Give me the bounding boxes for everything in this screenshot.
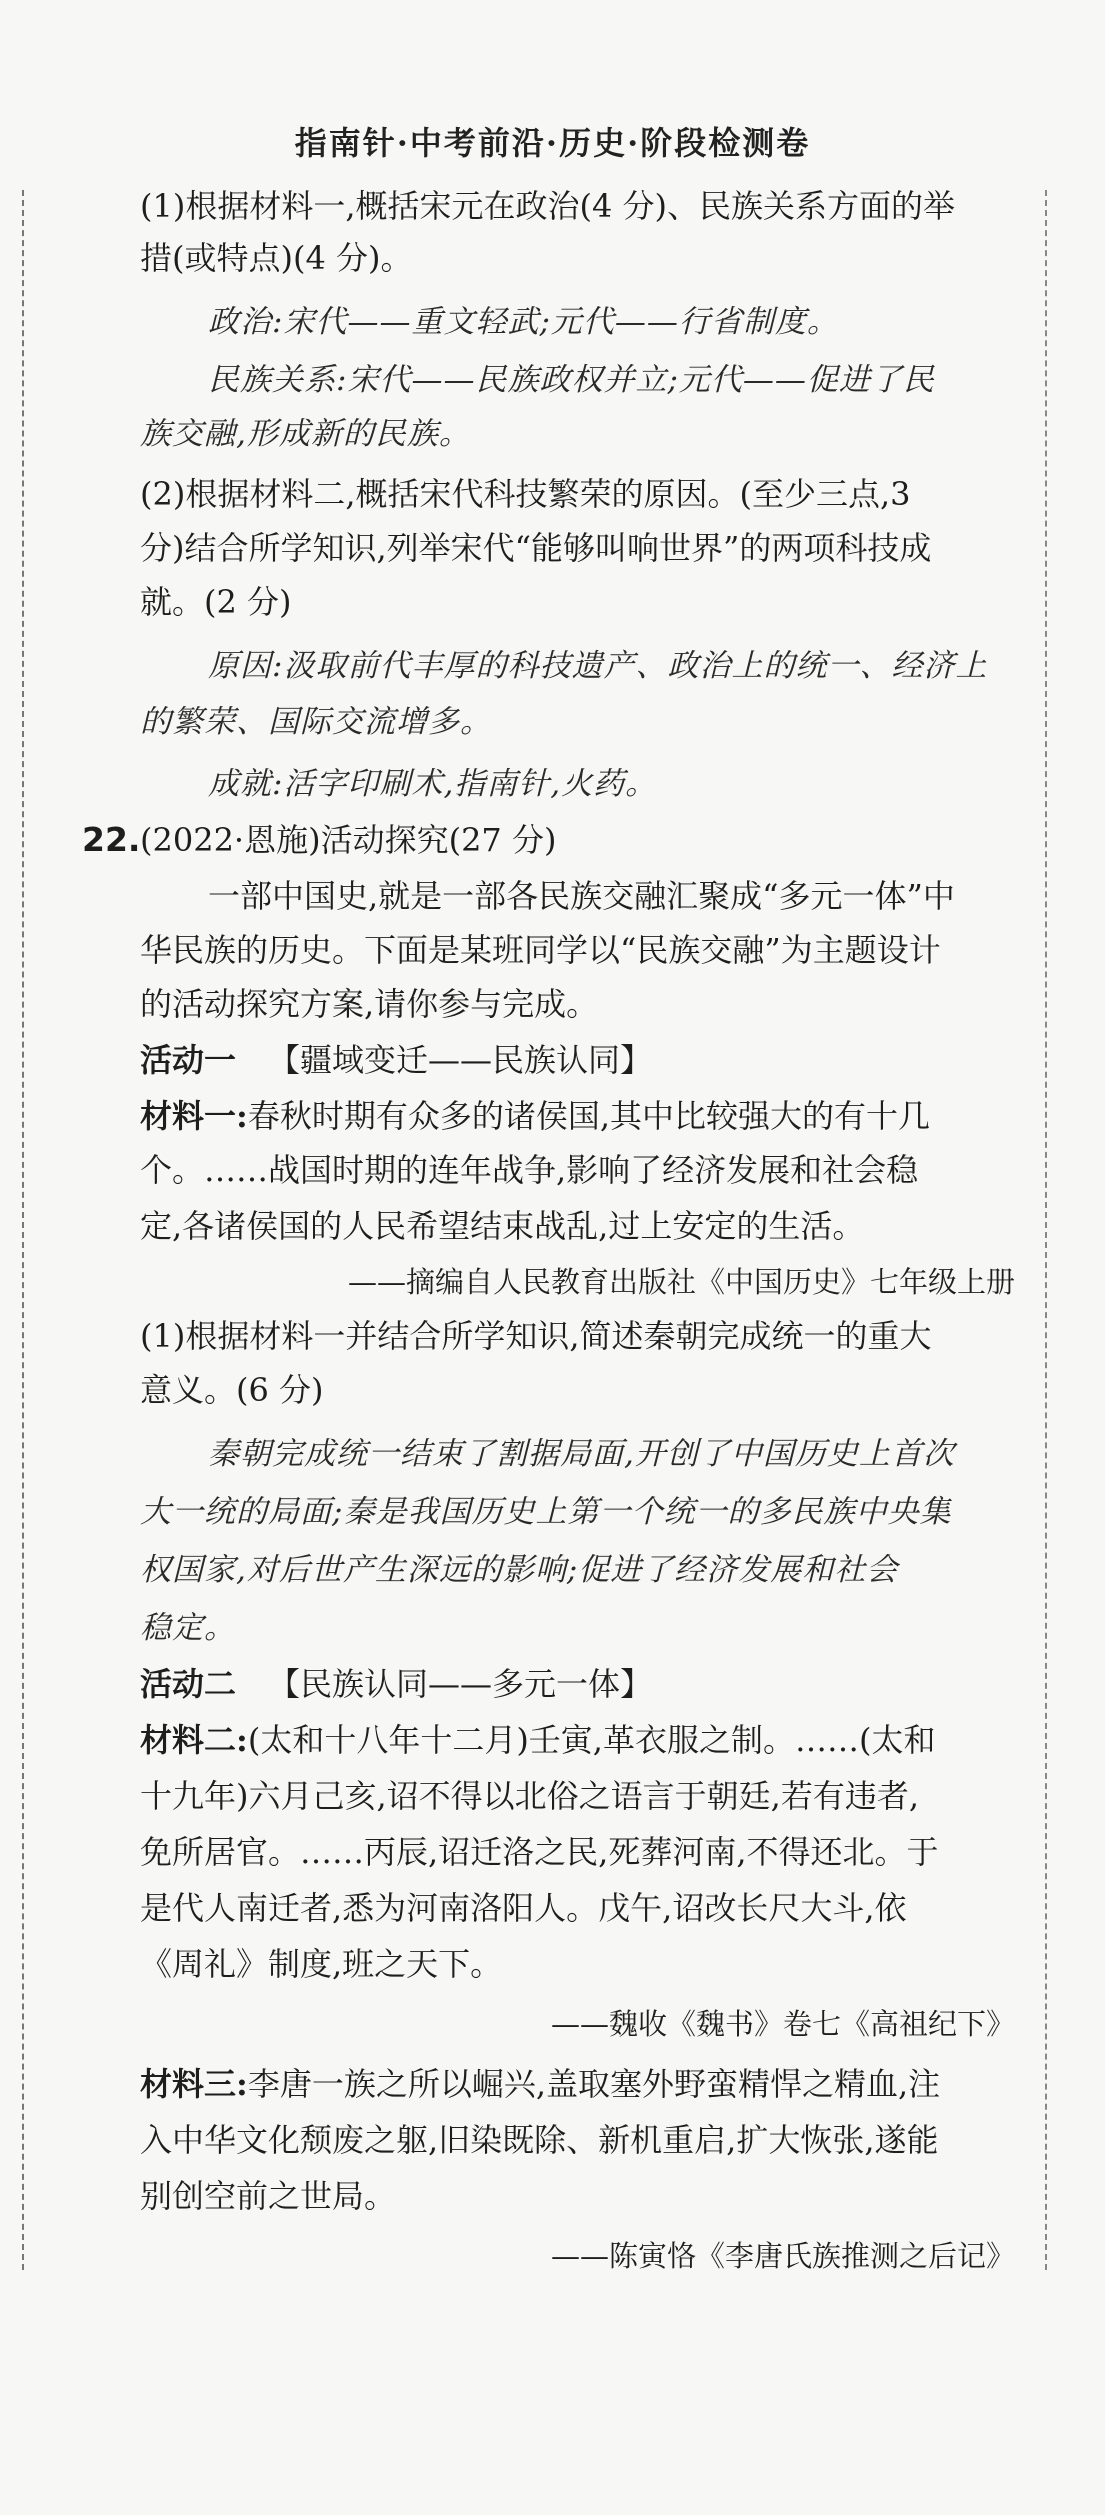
activity2-theme: 【民族认同——多元一体】 <box>268 1665 653 1703</box>
q21-answer2-achievement: 成就:活字印刷术,指南针,火药。 <box>208 766 658 802</box>
material3-line1 <box>140 2064 940 2104</box>
q21-answer1-ethnic-line2: 族交融,形成新的民族。 <box>140 416 471 452</box>
q21-part1-line2: 措(或特点)(4 分)。 <box>140 239 413 277</box>
material3-line3: 别创空前之世局。 <box>140 2177 397 2215</box>
binding-line-left <box>22 190 24 2270</box>
q21-part2-line3: 就。(2 分) <box>140 583 292 621</box>
activity1-question-line2: 意义。(6 分) <box>140 1371 324 1409</box>
material1-line2: 个。……战国时期的连年战争,影响了经济发展和社会稳 <box>140 1151 919 1189</box>
activity1-answer-line3: 权国家,对后世产生深远的影响;促进了经济发展和社会 <box>140 1552 899 1588</box>
activity1-theme: 【疆域变迁——民族认同】 <box>268 1041 653 1079</box>
material1-text-line1: 春秋时期有众多的诸侯国,其中比较强大的有十几 <box>247 1097 931 1135</box>
page-header: 指南针·中考前沿·历史·阶段检测卷 <box>294 124 811 162</box>
q22-intro-line1: 一部中国史,就是一部各民族交融汇聚成“多元一体”中 <box>208 877 955 915</box>
material3-line2: 入中华文化颓废之躯,旧染既除、新机重启,扩大恢张,遂能 <box>140 2121 939 2159</box>
material3-label: 材料三: <box>140 2065 248 2103</box>
activity1-label: 活动一 <box>140 1041 237 1079</box>
binding-line-right <box>1045 190 1047 2270</box>
activity1-answer-line2: 大一统的局面;秦是我国历史上第一个统一的多民族中央集 <box>140 1494 952 1530</box>
q21-answer2-reason-line2: 的繁荣、国际交流增多。 <box>140 704 492 740</box>
material2-line1 <box>140 1720 935 1760</box>
q22-intro-line2: 华民族的历史。下面是某班同学以“民族交融”为主题设计 <box>140 931 941 969</box>
activity1-answer-line4: 稳定。 <box>140 1610 236 1646</box>
material2-text-line1: (太和十八年十二月)壬寅,革衣服之制。……(太和 <box>247 1721 936 1759</box>
activity2-label: 活动二 <box>140 1665 237 1703</box>
q21-part2-line2: 分)结合所学知识,列举宋代“能够叫响世界”的两项科技成 <box>140 529 932 567</box>
q21-part1-line1: (1)根据材料一,概括宋元在政治(4 分)、民族关系方面的举 <box>140 187 956 225</box>
material2-line5: 《周礼》制度,班之天下。 <box>140 1945 503 1983</box>
material1-line1 <box>140 1096 930 1136</box>
q21-answer2-reason-line1: 原因:汲取前代丰厚的科技遗产、政治上的统一、经济上 <box>208 648 988 684</box>
material2-source: ——魏收《魏书》卷七《高祖纪下》 <box>550 2007 1015 2041</box>
material1-source: ——摘编自人民教育出版社《中国历史》七年级上册 <box>347 1265 1015 1299</box>
material2-line2: 十九年)六月己亥,诏不得以北俗之语言于朝廷,若有违者, <box>140 1777 920 1815</box>
activity1-question-line1: (1)根据材料一并结合所学知识,简述秦朝完成统一的重大 <box>140 1317 932 1355</box>
q21-answer1-ethnic-line1: 民族关系:宋代——民族政权并立;元代——促进了民 <box>208 362 935 398</box>
material3-source: ——陈寅恪《李唐氏族推测之后记》 <box>550 2239 1015 2273</box>
q21-part2-line1: (2)根据材料二,概括宋代科技繁荣的原因。(至少三点,3 <box>140 475 911 513</box>
material3-text-line1: 李唐一族之所以崛兴,盖取塞外野蛮精悍之精血,注 <box>247 2065 941 2103</box>
material2-line4: 是代人南迁者,悉为河南洛阳人。戊午,诏改长尺大斗,依 <box>140 1889 907 1927</box>
q22-number: 22. <box>82 820 141 859</box>
material1-line3: 定,各诸侯国的人民希望结束战乱,过上安定的生活。 <box>140 1207 865 1245</box>
material2-line3: 免所居官。……丙辰,诏迁洛之民,死葬河南,不得还北。于 <box>140 1833 939 1871</box>
material1-label: 材料一: <box>140 1097 248 1135</box>
material2-label: 材料二: <box>140 1721 248 1759</box>
q21-answer1-politics: 政治:宋代——重文轻武;元代——行省制度。 <box>208 304 839 340</box>
q22-intro-line3: 的活动探究方案,请你参与完成。 <box>140 985 599 1023</box>
activity1-answer-line1: 秦朝完成统一结束了割据局面,开创了中国历史上首次 <box>208 1436 955 1472</box>
q22-title: (2022·恩施)活动探究(27 分) <box>140 821 557 859</box>
